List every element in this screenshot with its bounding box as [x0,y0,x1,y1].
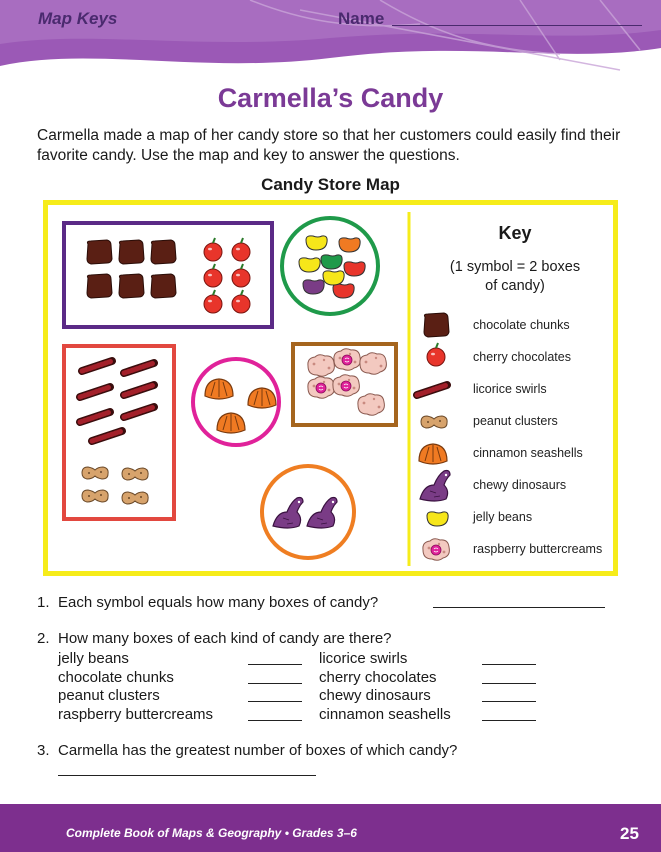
cherry-chocolate-icon [427,343,445,366]
question-number: 3. [37,742,50,759]
page-title: Carmella’s Candy [217,83,444,113]
candy-label-peanut-clusters: peanut clusters [58,687,160,704]
jelly-bean-icon [427,512,448,526]
answer-line-cherry-chocolates[interactable] [482,683,536,684]
answer-line-peanut-clusters[interactable] [248,701,302,702]
name-input-line[interactable] [392,25,642,26]
question-number: 2. [37,630,50,647]
candy-label-chocolate-chunks: chocolate chunks [58,669,174,686]
raspberry-buttercream-icon [423,539,450,561]
question-number: 1. [37,594,50,611]
answer-line-jelly-beans[interactable] [248,664,302,665]
candy-label-licorice-swirls: licorice swirls [319,650,408,667]
key-title: Key [498,223,532,243]
answer-line-chewy-dinosaurs[interactable] [482,701,536,702]
candy-label-cinnamon-seashells: cinnamon seashells [319,706,451,723]
cinnamon-seashell-icon [419,444,447,464]
page-number: 25 [620,824,639,843]
peanut-cluster-icon [421,416,447,428]
answer-line-q1[interactable] [433,607,605,608]
candy-label-chewy-dinosaurs: chewy dinosaurs [319,687,431,704]
key-label-cinnamon-seashells: cinnamon seashells [473,446,583,460]
answer-line-q3[interactable] [58,775,316,776]
key-label-peanut-clusters: peanut clusters [473,414,558,428]
series-label: Map Keys [38,9,118,28]
question-1: Each symbol equals how many boxes of candy? [58,594,379,611]
answer-line-licorice-swirls[interactable] [482,664,536,665]
chewy-dinosaur-icon [420,471,450,502]
question-3: Carmella has the greatest number of boxes of which candy? [58,742,458,759]
key-note-line: (1 symbol = 2 boxes [449,259,581,275]
key-label-chewy-dinosaurs: chewy dinosaurs [473,478,567,492]
page-footer [0,804,661,852]
answer-line-raspberry-buttercreams[interactable] [248,720,302,721]
key-label-cherry-chocolates: cherry chocolates [473,350,571,364]
map-title: Candy Store Map [261,175,400,194]
key-label-jelly-beans: jelly beans [473,510,533,524]
key-label-chocolate-chunks: chocolate chunks [473,318,570,332]
chocolate-chunk-icon [424,313,449,337]
key-note-line: of candy) [485,278,545,294]
page-header [0,0,661,78]
answer-line-cinnamon-seashells[interactable] [482,720,536,721]
question-2: How many boxes of each kind of candy are there? [58,630,392,647]
candy-label-jelly-beans: jelly beans [58,650,129,667]
name-label: Name [338,9,385,28]
licorice-swirl-icon [417,385,447,395]
answer-line-chocolate-chunks[interactable] [248,683,302,684]
book-title: Complete Book of Maps & Geography • Grades 3–6 [66,826,357,840]
key-note [420,258,610,296]
dinosaur-display [262,466,354,558]
key-label-licorice-swirls: licorice swirls [473,382,547,396]
candy-label-cherry-chocolates: cherry chocolates [319,669,437,686]
candy-label-raspberry-buttercreams: raspberry buttercreams [58,706,214,723]
key-label-raspberry-buttercreams: raspberry buttercreams [473,542,603,556]
intro-text: Carmella made a map of her candy store so that her customers could easily find their favorite candy. Use the map and key to answer the questions. [37,127,621,164]
